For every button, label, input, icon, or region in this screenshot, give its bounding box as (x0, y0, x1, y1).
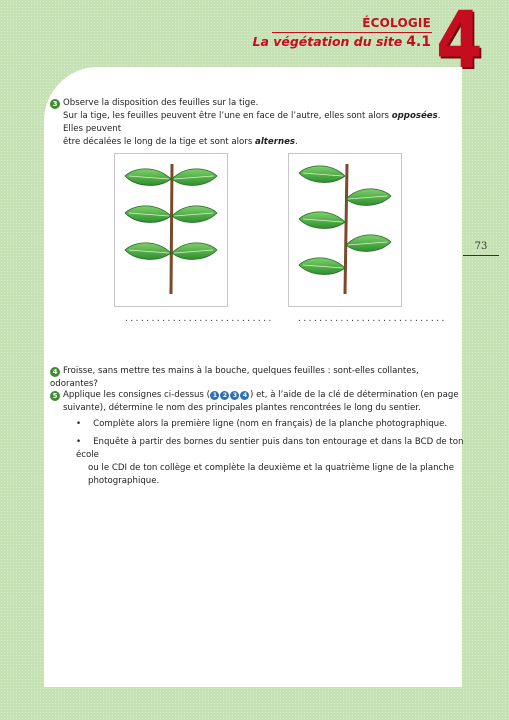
ref-1: 1 (210, 391, 219, 400)
q4-badge: 4 (50, 367, 60, 377)
opposite-leaves-svg (115, 154, 227, 306)
q5-bullet1-text: Complète alors la première ligne (nom en français) de la planche photographique. (93, 419, 448, 429)
question-3 (50, 97, 450, 149)
subtitle-number: 4.1 (406, 34, 431, 50)
q5-bullet-2 (76, 436, 466, 488)
ref-2: 2 (220, 391, 229, 400)
q5-badge: 5 (50, 391, 60, 401)
q3-badge: 3 (50, 99, 60, 109)
q5-line2: suivante), détermine le nom des principales plantes rencontrées le long du sentier. (63, 403, 421, 413)
opposite-leaves-illustration (114, 153, 228, 307)
alternate-leaves-svg (289, 154, 401, 306)
q3-line3-b: . (295, 137, 298, 147)
ref-3: 3 (230, 391, 239, 400)
q3-term-alternes: alternes (255, 137, 296, 147)
q3-line3 (50, 136, 450, 149)
alternate-leaves-illustration (288, 153, 402, 307)
q3-line2-b: . Elles peuvent (63, 111, 441, 134)
q3-line1 (50, 97, 450, 110)
q3-line3-a: être décalées le long de la tige et sont alors (63, 137, 256, 147)
q5-bullet2-l3: photographique. (88, 476, 160, 486)
q4-text: Froisse, sans mettre tes mains à la bouche, quelques feuilles : sont-elles collantes, odorantes? (50, 366, 419, 389)
q5-line1-a: Applique les consignes ci-dessus ( (63, 390, 210, 400)
q5-bullet2-l2: ou le CDI de ton collège et complète la deuxième et la quatrième ligne de la planche (88, 463, 454, 473)
q3-line2-a: Sur la tige, les feuilles peuvent être l’une en face de l’autre, elles sont alors (63, 111, 392, 121)
stem (345, 164, 347, 294)
stem (171, 164, 172, 294)
ref-4: 4 (240, 391, 249, 400)
q3-line1-text: Observe la disposition des feuilles sur la tige. (63, 98, 259, 108)
section-title: ÉCOLOGIE (362, 16, 431, 30)
q3-term-opposees: opposées (391, 111, 438, 121)
q5-line1 (50, 389, 460, 402)
page-number: 73 (474, 241, 488, 252)
bullet-glyph: • (76, 437, 82, 447)
bullet-glyph: • (76, 419, 82, 429)
question-4 (50, 365, 460, 391)
q5-bullet-1 (76, 418, 461, 431)
section-subtitle (252, 34, 431, 50)
q5-line1-b: ) et, à l’aide de la clé de détermination (en page (249, 390, 459, 400)
answer-line-right[interactable]: ............................ (297, 314, 446, 323)
chapter-number: 4 (436, 0, 483, 86)
q3-line2 (50, 110, 450, 136)
answer-line-left[interactable]: ............................ (124, 314, 273, 323)
q5-bullet2-l1 (76, 436, 466, 462)
page-number-rule (463, 255, 499, 256)
header-rule (272, 32, 432, 33)
subtitle-text: La végétation du site (252, 34, 403, 49)
question-5 (50, 389, 460, 415)
q5-bullet2-l1-text: Enquête à partir des bornes du sentier puis dans ton entourage et dans la BCD de ton école (76, 437, 464, 460)
